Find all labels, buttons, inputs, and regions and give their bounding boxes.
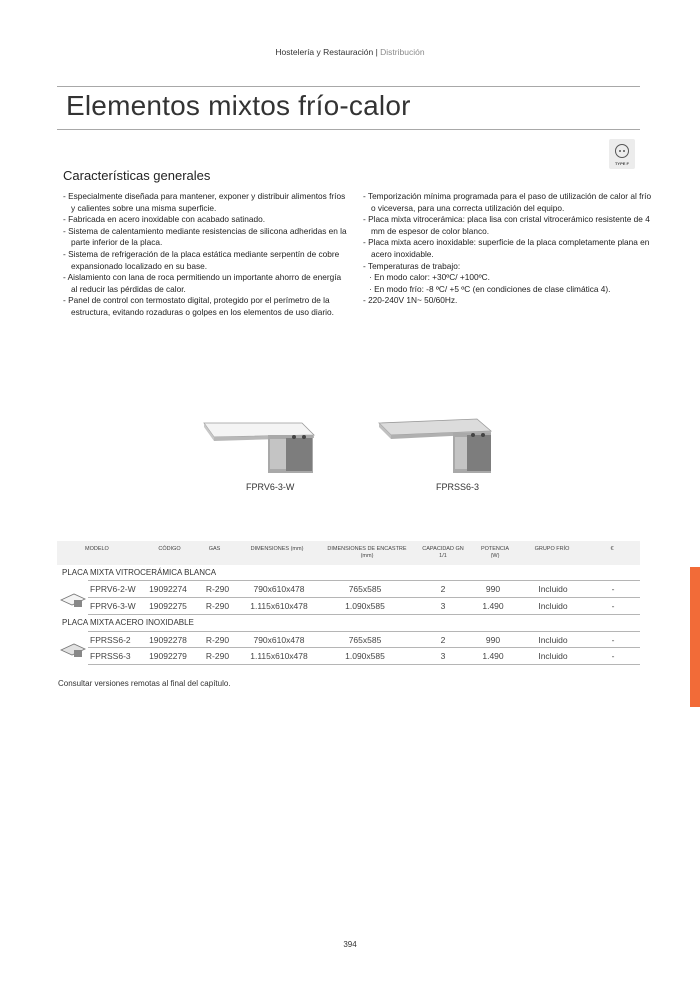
cell-gas: R-290 bbox=[205, 651, 230, 661]
col-header-model: MODELO bbox=[85, 546, 109, 552]
cell-model: FPRV6-3-W bbox=[90, 601, 136, 611]
table-row bbox=[88, 597, 640, 615]
cell-price: - bbox=[611, 601, 615, 611]
table-row bbox=[88, 580, 640, 597]
type-f-label: TYPE F bbox=[614, 161, 629, 166]
chapter-tab-marker bbox=[690, 567, 700, 707]
type-f-badge bbox=[609, 139, 635, 169]
cell-cold-group: Incluido bbox=[538, 601, 568, 611]
cell-price: - bbox=[611, 651, 615, 661]
cell-code: 19092279 bbox=[149, 651, 187, 661]
table-row bbox=[88, 647, 640, 665]
table-group-title: PLACA MIXTA ACERO INOXIDABLE bbox=[62, 618, 194, 627]
feature-subitem: · En modo frío: -8 ºC/ +5 ºC (en condiciones de clase climática 4). bbox=[369, 283, 611, 294]
cell-cold-group: Incluido bbox=[538, 635, 568, 645]
cell-model: FPRSS6-2 bbox=[90, 635, 131, 645]
features-right-list bbox=[363, 191, 653, 307]
cell-embed: 1.090x585 bbox=[345, 601, 385, 611]
product-label: FPRSS6-3 bbox=[436, 482, 480, 492]
spec-table-header bbox=[57, 541, 640, 565]
cell-model: FPRSS6-3 bbox=[90, 651, 131, 661]
col-header-price: € bbox=[610, 546, 614, 552]
cell-code: 19092274 bbox=[149, 584, 187, 594]
page-header bbox=[0, 47, 700, 57]
cell-code: 19092275 bbox=[149, 601, 187, 611]
feature-item: - Sistema de refrigeración de la placa estática mediante serpentín de cobre expansionado localizado en su base. bbox=[63, 248, 340, 271]
feature-item: - Temporización mínima programada para el paso de utilización de calor al frío o viceversa, para una correcta utilización del equipo. bbox=[363, 191, 652, 213]
feature-item: - Placa mixta vitrocerámica: placa lisa con cristal vitrocerámico resistente de 4 mm de espesor de color blanco. bbox=[363, 214, 650, 236]
feature-item: - Fabricada en acero inoxidable con acabado satinado. bbox=[63, 214, 266, 225]
cell-gas: R-290 bbox=[205, 584, 230, 594]
cell-cold-group: Incluido bbox=[538, 651, 568, 661]
product-thumbnail-icon bbox=[60, 640, 86, 660]
cell-power: 990 bbox=[485, 584, 501, 594]
cell-capacity: 3 bbox=[440, 601, 446, 611]
cell-dimensions: 790x610x478 bbox=[253, 635, 305, 645]
title-top-rule bbox=[57, 86, 640, 87]
product-label: FPRV6-3-W bbox=[246, 482, 295, 492]
col-header-dimensions: DIMENSIONES (mm) bbox=[250, 546, 304, 552]
features-left-list bbox=[63, 191, 348, 319]
cell-power: 1.490 bbox=[482, 651, 504, 661]
table-row bbox=[88, 631, 640, 648]
col-header-cold-group: GRUPO FRÍO bbox=[534, 546, 570, 552]
product-image-fprss6-3 bbox=[375, 405, 505, 480]
feature-item: - Aislamiento con lana de roca permitiendo un importante ahorro de energía al reducir las pérdidas de calor. bbox=[63, 272, 342, 294]
cell-embed: 1.090x585 bbox=[345, 651, 385, 661]
type-f-socket-icon bbox=[615, 144, 629, 158]
cell-dimensions: 1.115x610x478 bbox=[250, 601, 308, 611]
header-section: Hostelería y Restauración bbox=[275, 47, 374, 57]
header-category: Distribución bbox=[380, 47, 425, 57]
feature-item: - Placa mixta acero inoxidable: superficie de la placa completamente plana en acero inoxidable. bbox=[363, 237, 650, 259]
cell-embed: 765x585 bbox=[348, 635, 382, 645]
header-separator: | bbox=[373, 47, 381, 57]
cell-model: FPRV6-2-W bbox=[90, 584, 136, 594]
page-number: 394 bbox=[343, 940, 357, 949]
col-header-embed-dimensions: DIMENSIONES DE ENCASTRE (mm) bbox=[327, 546, 407, 559]
page-title: Elementos mixtos frío-calor bbox=[66, 90, 411, 121]
cell-price: - bbox=[611, 635, 615, 645]
cell-cold-group: Incluido bbox=[538, 584, 568, 594]
feature-item: - Especialmente diseñada para mantener, exponer y distribuir alimentos fríos y calientes sobre una misma superficie. bbox=[63, 191, 346, 213]
cell-capacity: 2 bbox=[440, 584, 446, 594]
feature-item: - Panel de control con termostato digital, protegido por el perímetro de la estructura, evitando rozaduras o golpes en los elementos de uso diario. bbox=[63, 295, 334, 317]
feature-subitem: · En modo calor: +30ºC/ +100ºC. bbox=[369, 272, 490, 283]
cell-embed: 765x585 bbox=[348, 584, 382, 594]
cell-power: 990 bbox=[485, 635, 501, 645]
feature-item: - 220-240V 1N~ 50/60Hz. bbox=[363, 295, 458, 306]
col-header-capacity: CAPACIDAD GN 1/1 bbox=[422, 546, 464, 559]
features-title: Características generales bbox=[63, 168, 211, 183]
feature-item: - Temperaturas de trabajo: bbox=[363, 260, 461, 271]
col-header-gas: GAS bbox=[208, 546, 221, 552]
cell-dimensions: 1.115x610x478 bbox=[250, 651, 308, 661]
cell-capacity: 2 bbox=[440, 635, 446, 645]
cell-power: 1.490 bbox=[482, 601, 504, 611]
col-header-power: POTENCIA (W) bbox=[480, 546, 510, 559]
table-group-title: PLACA MIXTA VITROCERÁMICA BLANCA bbox=[62, 568, 217, 577]
cell-dimensions: 790x610x478 bbox=[253, 584, 305, 594]
cell-gas: R-290 bbox=[205, 601, 230, 611]
feature-item: - Sistema de calentamiento mediante resistencias de silicona adheridas en la parte inferior de la placa. bbox=[63, 225, 347, 248]
cell-code: 19092278 bbox=[149, 635, 187, 645]
product-thumbnail-icon bbox=[60, 590, 86, 610]
cell-capacity: 3 bbox=[440, 651, 446, 661]
title-bottom-rule bbox=[57, 129, 640, 130]
product-image-fprv6-3-w bbox=[198, 405, 328, 480]
col-header-code: CÓDIGO bbox=[158, 546, 181, 552]
cell-price: - bbox=[611, 584, 615, 594]
footnote: Consultar versiones remotas al final del capítulo. bbox=[58, 679, 231, 688]
cell-gas: R-290 bbox=[205, 635, 230, 645]
